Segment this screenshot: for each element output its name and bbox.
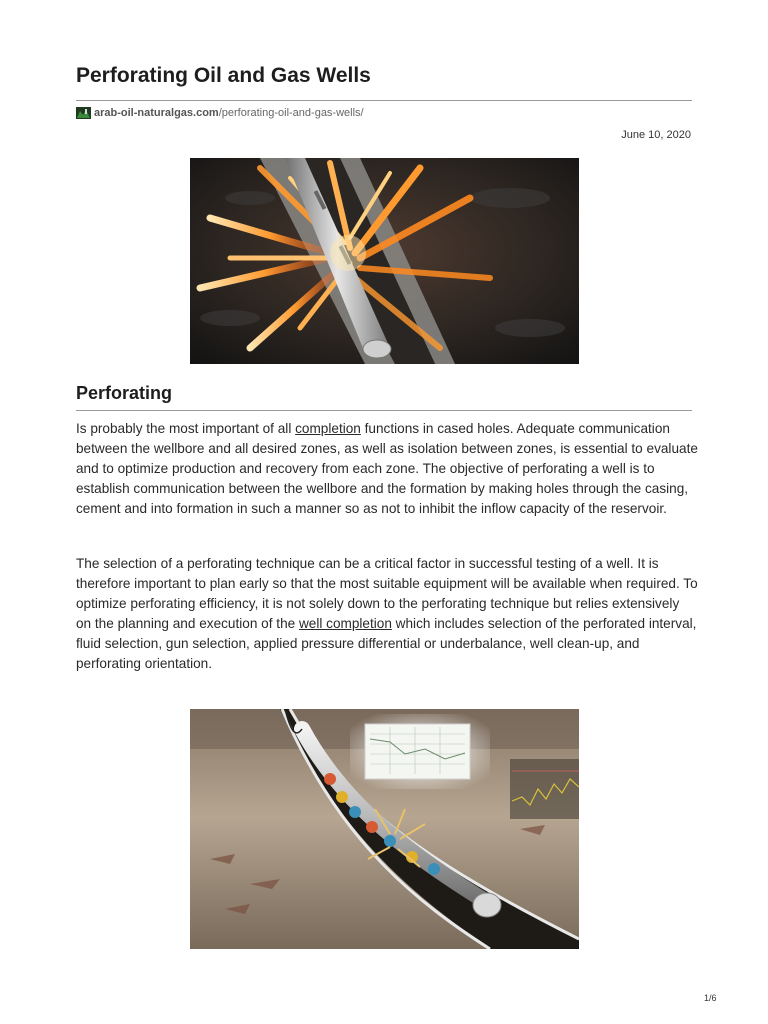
site-logo-icon: [76, 107, 91, 119]
perforating-gun-image: [190, 158, 579, 364]
source-domain[interactable]: arab-oil-naturalgas.com: [94, 107, 219, 119]
paragraph-2: [76, 554, 698, 674]
source-line: [76, 106, 364, 120]
perforating-string-image: [190, 709, 579, 949]
title-divider: [76, 100, 692, 101]
paragraph-2-text-start: The selection of a perforating technique can be a critical factor in successful testing of a well. It is therefore important to plan early so that the most suitable equipment will be available when required. To optimize perforating efficiency, it is not solely down to the perforating technique but relies extensively on the planning and execution of the: [76, 556, 698, 631]
completion-link[interactable]: completion: [295, 421, 361, 436]
publish-date: June 10, 2020: [621, 129, 691, 141]
section-divider: [76, 410, 692, 411]
section-heading: Perforating: [76, 383, 173, 403]
source-path[interactable]: /perforating-oil-and-gas-wells/: [218, 107, 364, 119]
page-title: Perforating Oil and Gas Wells: [76, 64, 371, 87]
paragraph-1-text-start: Is probably the most important of all: [76, 421, 296, 436]
page-number: 1/6: [704, 993, 717, 1003]
well-completion-link[interactable]: well completion: [298, 616, 392, 631]
paragraph-1-text-end: functions in cased holes. Adequate communication between the wellbore and all desired zones, as well as isolation between zones, is essential to evaluate and to optimize production and recovery from each zone. The objective of perforating a well is to establish communication between the wellbore and the formation by making holes through the casing, cement and into formation in such a manner so as not to inhibit the inflow capacity of the reservoir.: [76, 421, 698, 516]
paragraph-1: [76, 419, 698, 519]
paragraph-2-text-end: which includes selection of the perforated interval, fluid selection, gun selection, applied pressure differential or underbalance, well clean-up, and perforating orientation.: [76, 616, 697, 671]
